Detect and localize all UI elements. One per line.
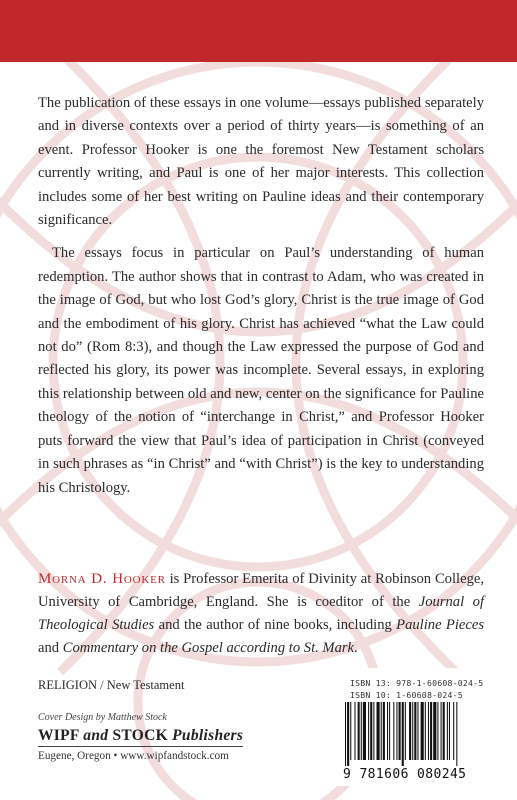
barcode-bar bbox=[373, 702, 374, 760]
barcode-bar bbox=[393, 702, 394, 760]
barcode-bar bbox=[437, 702, 438, 760]
barcode-bar bbox=[447, 702, 448, 760]
barcode-bar bbox=[421, 702, 424, 760]
barcode-bar bbox=[347, 702, 349, 766]
barcode-bar bbox=[443, 702, 445, 760]
book-title: Pauline Pieces bbox=[396, 617, 484, 633]
barcode-bar bbox=[354, 702, 355, 760]
barcode-bar bbox=[433, 702, 436, 760]
barcode-bar bbox=[453, 702, 454, 760]
barcode-bar bbox=[412, 702, 413, 760]
bio-text: and the author of nine books, including bbox=[154, 617, 397, 633]
top-color-band bbox=[0, 0, 517, 62]
book-title: Commentary on the Gospel according to St. Mark bbox=[62, 640, 355, 656]
journal-title: Journal of Theological Studies bbox=[38, 594, 484, 633]
barcode-bar bbox=[387, 702, 388, 760]
barcode-bar bbox=[377, 702, 380, 760]
barcode-bar bbox=[417, 702, 418, 760]
barcode-bar bbox=[370, 702, 372, 760]
bio-text: and bbox=[38, 640, 63, 656]
barcode-digits: 9 781606 080245 bbox=[343, 767, 467, 782]
barcode-bar bbox=[396, 702, 397, 760]
barcode-bar bbox=[363, 702, 366, 760]
barcode-bar bbox=[358, 702, 360, 760]
isbn-13: ISBN 13: 978-1-60608-024-5 bbox=[350, 678, 484, 688]
barcode-bar bbox=[449, 702, 450, 760]
publisher-logo: WIPF and STOCK Publishers bbox=[38, 727, 243, 747]
blurb bbox=[38, 92, 484, 500]
isbn-barcode bbox=[335, 668, 503, 786]
isbn-10: ISBN 10: 1-60608-024-5 bbox=[350, 690, 463, 700]
barcode-bar bbox=[383, 702, 385, 760]
barcode-bar bbox=[389, 702, 390, 760]
bio-text: is Professor Emerita of Divinity at Robinson College, University of Cambridge, England. She is coeditor of the bbox=[38, 571, 484, 610]
barcode-bar bbox=[409, 702, 411, 760]
barcode-bar bbox=[405, 702, 406, 760]
barcode-bar bbox=[399, 702, 401, 760]
blurb-paragraph-2: The essays focus in particular on Paul’s understanding of human redemption. The author shows that in contrast to Adam, who was created in the image of God, but who lost God’s glory, Christ is the true image of God and the embodiment of his glory. Christ has achieved “what the Law could not do” (Rom 8:3), and though the Law expressed the purpose of God and reflected his glory, its power was incomplete. Several essays, in exploring this relationship between old and new, center on the significance for Pauline theology of the notion of “interchange in Christ,” and Professor Hooker puts forward the view that Paul’s idea of participation in Christ (conveyed in such phrases as “in Christ” and “with Christ”) is the key to understanding his Christology. bbox=[38, 245, 484, 496]
barcode-bar bbox=[414, 702, 416, 760]
barcode-bar bbox=[361, 702, 362, 760]
publisher-address: Eugene, Oregon • www.wipfandstock.com bbox=[38, 750, 229, 762]
category-label: RELIGION / New Testament bbox=[38, 678, 185, 692]
barcode-bar bbox=[428, 702, 429, 760]
barcode-bar bbox=[402, 702, 404, 766]
barcode-bar bbox=[430, 702, 432, 760]
barcode-bars bbox=[343, 702, 495, 766]
author-bio bbox=[38, 568, 484, 660]
barcode-bar bbox=[456, 702, 457, 766]
barcode-bar bbox=[350, 702, 351, 760]
barcode-bar bbox=[368, 702, 369, 760]
barcode-bar bbox=[425, 702, 426, 760]
blurb-paragraph-1: The publication of these essays in one volume—essays published separately and in diverse contexts over a period of thirty years—is something of an event. Professor Hooker is one the foremost New Testament scholars currently writing, and Paul is one of her major interests. This collection includes some of her best writing on Pauline ideas and their contemporary significance. bbox=[38, 95, 484, 229]
bio-text: . bbox=[354, 640, 358, 656]
barcode-bar bbox=[381, 702, 382, 760]
barcode-bar bbox=[345, 702, 346, 766]
barcode-bar bbox=[441, 702, 442, 760]
cover-design-credit: Cover Design by Matthew Stock bbox=[38, 712, 167, 723]
author-name: Morna D. Hooker bbox=[38, 571, 166, 587]
